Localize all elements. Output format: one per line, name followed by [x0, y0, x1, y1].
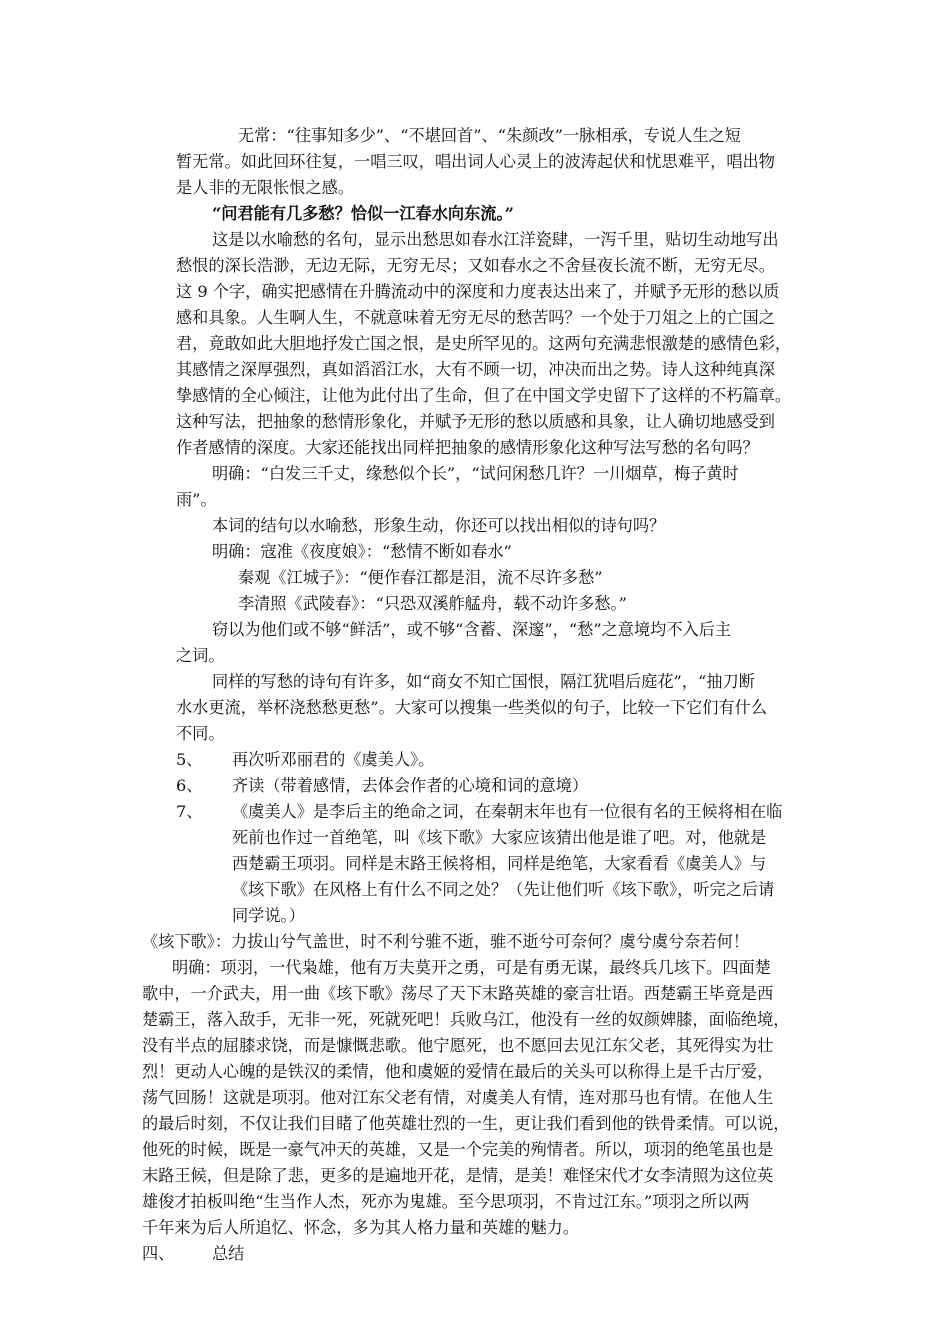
text-line: 作者感情的深度。大家还能找出同样把抽象的感情形象化这种写法写愁的名句吗？: [176, 438, 759, 457]
section-title: 总结: [212, 1244, 245, 1263]
text-line: 暂无常。如此回环往复，一唱三叹，唱出词人心灵上的波涛起伏和忧思难平，唱出物: [176, 152, 775, 171]
text-line: 明确：项羽，一代枭雄，他有万夫莫开之勇，可是有勇无谋，最终兵几垓下。四面楚: [172, 958, 771, 977]
text-line: 歌中，一介武夫，用一曲《垓下歌》荡尽了天下末路英雄的豪言壮语。西楚霸王毕竟是西: [142, 984, 774, 1003]
list-number: 7、: [176, 802, 203, 821]
list-number: 6、: [176, 776, 203, 795]
text-line: 本词的结句以水喻愁，形象生动，你还可以找出相似的诗句吗？: [212, 516, 666, 535]
text-line: 秦观《江城子》：“便作春江都是泪，流不尽许多愁”: [238, 568, 603, 587]
list-item: 死前也作过一首绝笔，叫《垓下歌》大家应该猜出他是谁了吧。对，他就是: [232, 828, 767, 847]
text-line: 楚霸王，落入敌手，无非一死，死就死吧！兵败乌江，他没有一丝的奴颜婢膝，面临绝境，: [142, 1010, 790, 1029]
text-line: 千年来为后人所追忆、怀念，多为其人格力量和英雄的魅力。: [142, 1218, 580, 1237]
quote-heading: “问君能有几多愁？恰似一江春水向东流。”: [212, 204, 514, 223]
text-line: 这是以水喻愁的名句，显示出愁思如春水江洋瓷肆，一泻千里，贴切生动地写出: [212, 230, 779, 249]
text-line: 这 9 个字，确实把感情在升腾流动中的深度和力度表达出来了，并赋予无形的愁以质: [176, 282, 780, 301]
text-line: 李清照《武陵春》：“只恐双溪舴艋舟，载不动许多愁。”: [238, 594, 627, 613]
text-line: 水水更流，举杯浇愁愁更愁”。大家可以搜集一些类似的句子，比较一下它们有什么: [176, 698, 768, 717]
poem-line: 《垓下歌》：力拔山兮气盖世，时不利兮骓不逝，骓不逝兮可奈何？虞兮虞兮奈若何！: [142, 932, 750, 951]
list-number: 5、: [176, 750, 203, 769]
text-line: 感和具象。人生啊人生，不就意味着无穷无尽的愁苦吗？一个处于刀俎之上的亡国之: [176, 308, 775, 327]
text-line: 是人非的无限怅恨之感。: [176, 178, 355, 197]
text-line: 明确：寇准《夜度娘》：“愁情不断如春水”: [212, 542, 512, 561]
text-line: 挚感情的全心倾注，让他为此付出了生命，但了在中国文学史留下了这样的不朽篇章。: [176, 386, 792, 405]
text-line: 同样的写愁的诗句有许多，如“商女不知亡国恨，隔江犹唱后庭花”，“抽刀断: [212, 672, 755, 691]
list-item: 齐读（带着感情，去体会作者的心境和词的意境）: [232, 776, 589, 795]
text-line: 的最后时刻，不仅让我们目睹了他英雄壮烈的一生，更让我们看到他的铁骨柔情。可以说，: [142, 1114, 790, 1133]
text-line: 明确：“白发三千丈，缘愁似个长”，“试问闲愁几许？一川烟草，梅子黄时: [212, 464, 739, 483]
list-item: 《虞美人》是李后主的绝命之词，在秦朝末年也有一位很有名的王候将相在临: [232, 802, 783, 821]
text-line: 荡气回肠！这就是项羽。他对江东父老有情，对虞美人有情，连对那马也有情。在他人生: [142, 1088, 774, 1107]
list-item: 西楚霸王项羽。同样是末路王候将相，同样是绝笔，大家看看《虞美人》与: [232, 854, 767, 873]
text-line: 没有半点的屈膝求饶，而是慷慨悲歌。他宁愿死，也不愿回去见江东父老，其死得实为壮: [142, 1036, 774, 1055]
text-line: 他死的时候，既是一豪气冲天的英雄，又是一个完美的殉情者。所以，项羽的绝笔虽也是: [142, 1140, 774, 1159]
section-number: 四、: [142, 1244, 175, 1263]
text-line: 之词。: [176, 646, 225, 665]
text-line: 其感情之深厚强烈，真如滔滔江水，大有不顾一切，冲决而出之势。诗人这种纯真深: [176, 360, 775, 379]
text-line: 烈！更动人心魄的是铁汉的柔情，他和虞姬的爱情在最后的关头可以称得上是千古厅爱，: [142, 1062, 774, 1081]
text-line: 君，竟敢如此大胆地抒发亡国之恨，是史所罕见的。这两句充满悲恨激楚的感情色彩，: [176, 334, 792, 353]
text-line: 末路王候，但是除了悲，更多的是遍地开花，是情，是美！难怪宋代才女李清照为这位英: [142, 1166, 774, 1185]
list-item: 再次听邓丽君的《虞美人》。: [232, 750, 435, 769]
text-line: 不同。: [176, 724, 225, 743]
text-line: 这种写法，把抽象的愁情形象化，并赋予无形的愁以质感和具象，让人确切地感受到: [176, 412, 775, 431]
list-item: 同学说。）: [232, 906, 305, 925]
list-item: 《垓下歌》在风格上有什么不同之处？（先让他们听《垓下歌》，听完之后请: [232, 880, 775, 899]
text-line: 雨”。: [176, 490, 217, 509]
text-line: 雄俊才拍板叫绝“生当作人杰，死亦为鬼雄。至今思项羽，不肯过江东。”项羽之所以两: [142, 1192, 750, 1211]
text-line: 无常：“往事知多少”、“不堪回首”、“朱颜改”一脉相承，专说人生之短: [238, 126, 741, 145]
text-line: 愁恨的深长浩渺，无边无际，无穷无尽；又如春水之不舍昼夜长流不断，无穷无尽。: [176, 256, 775, 275]
text-line: 窃以为他们或不够“鲜活”，或不够“含蓄、深邃”，“愁”之意境均不入后主: [212, 620, 732, 639]
